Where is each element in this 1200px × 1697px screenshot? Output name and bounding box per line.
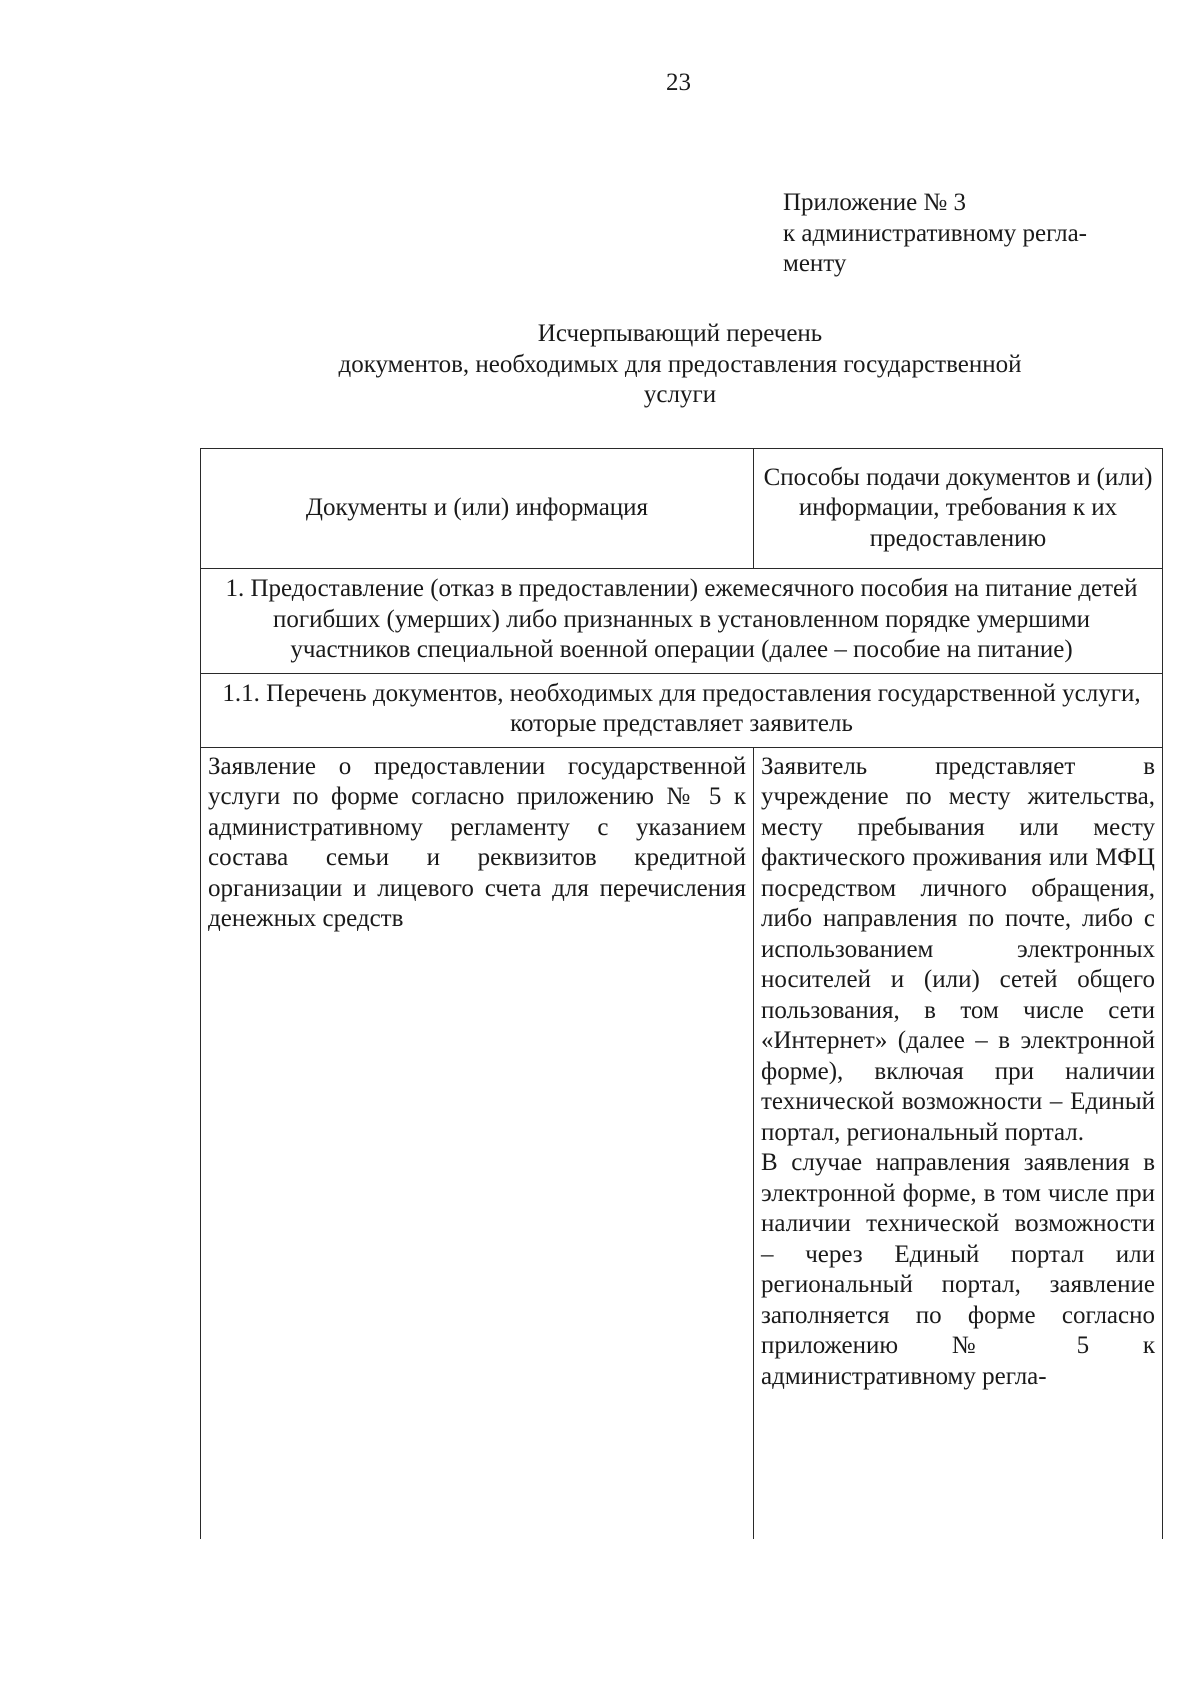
appendix-note — [783, 188, 1143, 280]
subsection-row — [201, 673, 1163, 747]
method-paragraph-2: В случае направления заявления в электронной форме, в том числе при наличии технической возможности – через Единый портал или региональный портал, заявление заполняется по форме согласно приложению № 5 к административному регла- — [761, 1149, 1155, 1390]
header-documents: Документы и (или) информация — [201, 449, 754, 569]
documents-table — [200, 448, 1163, 1539]
section-1-heading: 1. Предоставление (отказ в предоставлении) ежемесячного пособия на питание детей погибших (умерших) либо признанных в установленном порядке умершими участников специальной военной операции (далее – пособие на питание) — [201, 569, 1163, 674]
appendix-line-1: Приложение № 3 — [783, 189, 967, 216]
document-cell: Заявление о предоставлении государственной услуги по форме согласно приложению № 5 к административному регламенту с указанием состава семьи и реквизитов кредитной организации и лицевого счета для перечисления денежных средств — [201, 747, 754, 1539]
section-row — [201, 569, 1163, 674]
title-line-2: документов, необходимых для предоставления государственной — [338, 350, 1022, 378]
title-line-3: услуги — [643, 381, 717, 408]
table-row — [201, 747, 1163, 1539]
method-paragraph-1: Заявитель представляет в учреждение по месту жительства, месту пребывания или месту фактического проживания или МФЦ посредством личного обращения, либо направления по почте, либо с использованием электронных носителей и (или) сетей общего пользования, в том числе сети «Интернет» (далее – в электронной форме), включая при наличии технической возможности – Единый портал, региональный портал. — [761, 752, 1155, 1146]
appendix-line-2: к административному регла- — [783, 219, 1088, 247]
header-methods: Способы подачи документов и (или) информации, требования к их предоставлению — [754, 449, 1163, 569]
appendix-line-3: менту — [783, 250, 847, 277]
section-1-1-heading: 1.1. Перечень документов, необходимых для предоставления государственной услуги, которые представляет заявитель — [201, 673, 1163, 747]
method-cell — [754, 747, 1163, 1539]
page-number: 23 — [666, 69, 691, 96]
table-header-row — [201, 449, 1163, 569]
document-title — [200, 319, 1160, 411]
title-line-1: Исчерпывающий перечень — [537, 320, 823, 347]
